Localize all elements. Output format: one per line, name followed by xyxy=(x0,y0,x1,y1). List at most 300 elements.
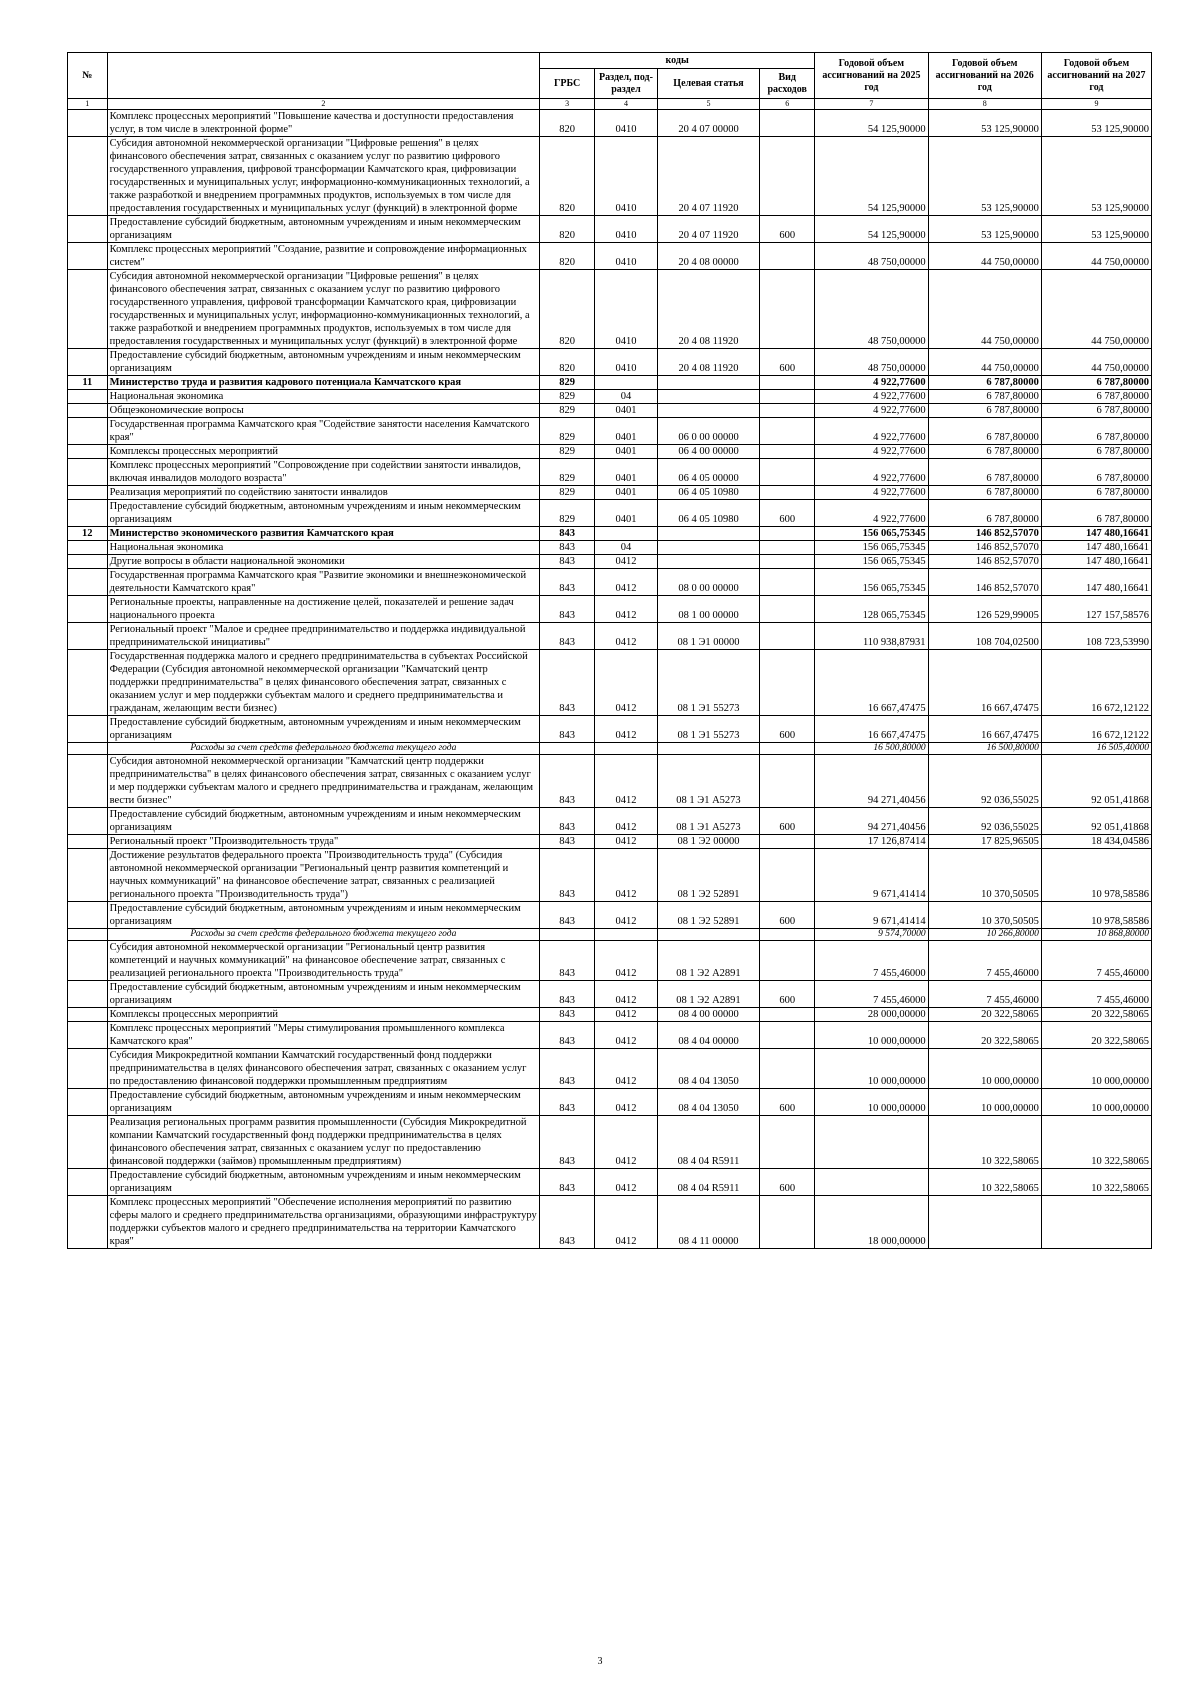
row-name: Субсидия автономной некоммерческой организации "Цифровые решения" в целях финансового обеспечения затрат, связанных с оказанием услуг по развитию цифрового государственного управления, цифровой трансформации Камчатского края, цифровизации государственных и муниципальных услуг, информационно-коммуникационных технологий, а также разработкой и внедрением программных продуктов, используемых в том числе для предоставления государственных и муниципальных услуг (функций) в электронной форме xyxy=(107,137,539,216)
row-number xyxy=(68,650,108,716)
row-name: Комплекс процессных мероприятий "Обеспечение исполнения мероприятий по развитию сферы малого и среднего предпринимательства организациями, образующими инфраструктуру поддержки субъектов малого и среднего предпринимательства на территории Камчатского края" xyxy=(107,1196,539,1249)
cell-vid xyxy=(760,1022,815,1049)
cell-razdel xyxy=(595,743,658,755)
cell-target: 08 4 00 00000 xyxy=(657,1008,759,1022)
cell-grbs: 843 xyxy=(540,849,595,902)
cell-2025: 4 922,77600 xyxy=(815,486,928,500)
colnum: 4 xyxy=(595,99,658,110)
cell-2026: 108 704,02500 xyxy=(928,623,1041,650)
cell-grbs: 820 xyxy=(540,243,595,270)
cell-target: 20 4 08 11920 xyxy=(657,349,759,376)
row-name: Достижение результатов федерального проекта "Производительность труда" (Субсидия автономной некоммерческой организации "Региональный центр развития компетенций и научных коммуникаций" на финансовое обеспечение затрат, связанных с реализацией регионального проекта "Производительность труда") xyxy=(107,849,539,902)
table-row xyxy=(68,376,1152,390)
row-name: Национальная экономика xyxy=(107,541,539,555)
cell-vid: 600 xyxy=(760,1169,815,1196)
cell-razdel: 0412 xyxy=(595,716,658,743)
cell-razdel: 0401 xyxy=(595,500,658,527)
cell-razdel: 0410 xyxy=(595,243,658,270)
cell-2027: 20 322,58065 xyxy=(1041,1008,1151,1022)
cell-vid xyxy=(760,541,815,555)
row-number xyxy=(68,418,108,445)
page-number: 3 xyxy=(597,1656,603,1667)
cell-2026: 6 787,80000 xyxy=(928,418,1041,445)
table-row xyxy=(68,902,1152,929)
cell-2026: 146 852,57070 xyxy=(928,541,1041,555)
table-row xyxy=(68,404,1152,418)
cell-vid xyxy=(760,1116,815,1169)
cell-2027: 44 750,00000 xyxy=(1041,270,1151,349)
row-number xyxy=(68,445,108,459)
cell-2025: 9 671,41414 xyxy=(815,902,928,929)
cell-vid xyxy=(760,459,815,486)
cell-2025: 48 750,00000 xyxy=(815,349,928,376)
row-number xyxy=(68,1008,108,1022)
row-name: Субсидия автономной некоммерческой организации "Региональный центр развития компетенций и научных коммуникаций" на финансовое обеспечение затрат, связанных с реализацией регионального проекта "Производительность труда" xyxy=(107,941,539,981)
table-row xyxy=(68,500,1152,527)
cell-2026: 7 455,46000 xyxy=(928,981,1041,1008)
cell-vid: 600 xyxy=(760,808,815,835)
row-number xyxy=(68,1022,108,1049)
cell-vid: 600 xyxy=(760,1089,815,1116)
cell-grbs: 843 xyxy=(540,981,595,1008)
cell-2025: 4 922,77600 xyxy=(815,418,928,445)
cell-razdel: 0412 xyxy=(595,569,658,596)
cell-2025: 4 922,77600 xyxy=(815,500,928,527)
cell-vid xyxy=(760,404,815,418)
cell-2026 xyxy=(928,1196,1041,1249)
cell-target: 20 4 07 11920 xyxy=(657,137,759,216)
row-name: Государственная поддержка малого и среднего предпринимательства в субъектах Российской Федерации (Субсидия автономной некоммерческой организации "Камчатский центр поддержки предпринимательства" в целях финансового обеспечения затрат, связанных с оказанием услуг и мер поддержки субъектам малого и среднего предпринимательства и гражданам, желающим вести бизнес) xyxy=(107,650,539,716)
cell-2025: 10 000,00000 xyxy=(815,1022,928,1049)
row-number xyxy=(68,981,108,1008)
table-row xyxy=(68,390,1152,404)
cell-grbs: 843 xyxy=(540,527,595,541)
table-row xyxy=(68,1022,1152,1049)
cell-2026: 10 370,50505 xyxy=(928,849,1041,902)
cell-2026: 6 787,80000 xyxy=(928,500,1041,527)
cell-razdel: 0412 xyxy=(595,596,658,623)
row-name: Предоставление субсидий бюджетным, автономным учреждениям и иным некоммерческим организациям xyxy=(107,1089,539,1116)
cell-grbs: 843 xyxy=(540,755,595,808)
cell-grbs: 829 xyxy=(540,486,595,500)
row-number xyxy=(68,755,108,808)
cell-2025: 48 750,00000 xyxy=(815,270,928,349)
row-name: Предоставление субсидий бюджетным, автономным учреждениям и иным некоммерческим организациям xyxy=(107,716,539,743)
cell-razdel: 0412 xyxy=(595,835,658,849)
table-row xyxy=(68,941,1152,981)
cell-2025: 7 455,46000 xyxy=(815,981,928,1008)
row-name: Государственная программа Камчатского края "Развитие экономики и внешнеэкономической деятельности Камчатского края" xyxy=(107,569,539,596)
table-row xyxy=(68,1196,1152,1249)
cell-2027: 147 480,16641 xyxy=(1041,555,1151,569)
cell-2026: 126 529,99005 xyxy=(928,596,1041,623)
cell-target: 20 4 08 00000 xyxy=(657,243,759,270)
row-number xyxy=(68,835,108,849)
cell-2026: 146 852,57070 xyxy=(928,555,1041,569)
cell-2027: 6 787,80000 xyxy=(1041,404,1151,418)
cell-razdel: 0412 xyxy=(595,1116,658,1169)
cell-2026: 92 036,55025 xyxy=(928,808,1041,835)
cell-2027: 10 978,58586 xyxy=(1041,902,1151,929)
cell-target: 08 1 Э2 52891 xyxy=(657,849,759,902)
cell-vid: 600 xyxy=(760,500,815,527)
row-name: Комплексы процессных мероприятий xyxy=(107,445,539,459)
row-name: Другие вопросы в области национальной экономики xyxy=(107,555,539,569)
cell-grbs: 843 xyxy=(540,808,595,835)
row-number: 11 xyxy=(68,376,108,390)
row-name: Субсидия автономной некоммерческой организации "Камчатский центр поддержки предпринимательства" в целях финансового обеспечения затрат, связанных с оказанием услуг и мер поддержки субъектам малого и среднего предпринимательства и гражданам, желающим вести бизнес" xyxy=(107,755,539,808)
cell-2025: 48 750,00000 xyxy=(815,243,928,270)
row-name: Министерство экономического развития Камчатского края xyxy=(107,527,539,541)
cell-target: 06 4 00 00000 xyxy=(657,445,759,459)
cell-razdel: 0412 xyxy=(595,1022,658,1049)
cell-target xyxy=(657,929,759,941)
cell-2026: 16 667,47475 xyxy=(928,650,1041,716)
cell-2026: 10 266,80000 xyxy=(928,929,1041,941)
table-row xyxy=(68,1169,1152,1196)
table-row xyxy=(68,216,1152,243)
row-name: Реализация мероприятий по содействию занятости инвалидов xyxy=(107,486,539,500)
row-number xyxy=(68,902,108,929)
cell-razdel xyxy=(595,527,658,541)
cell-2027: 147 480,16641 xyxy=(1041,569,1151,596)
header-2027: Годовой объем ассигнований на 2027 год xyxy=(1041,53,1151,99)
cell-razdel xyxy=(595,929,658,941)
cell-razdel: 04 xyxy=(595,541,658,555)
cell-2027: 108 723,53990 xyxy=(1041,623,1151,650)
cell-2027: 18 434,04586 xyxy=(1041,835,1151,849)
cell-2027: 6 787,80000 xyxy=(1041,390,1151,404)
cell-2025: 10 000,00000 xyxy=(815,1049,928,1089)
row-name: Общеэкономические вопросы xyxy=(107,404,539,418)
cell-2027: 10 000,00000 xyxy=(1041,1089,1151,1116)
cell-razdel: 0410 xyxy=(595,270,658,349)
cell-2025: 28 000,00000 xyxy=(815,1008,928,1022)
cell-2026: 20 322,58065 xyxy=(928,1008,1041,1022)
row-number xyxy=(68,541,108,555)
cell-vid xyxy=(760,418,815,445)
row-number xyxy=(68,349,108,376)
row-name: Региональный проект "Малое и среднее предпринимательство и поддержка индивидуальной предпринимательской инициативы" xyxy=(107,623,539,650)
cell-2027: 44 750,00000 xyxy=(1041,243,1151,270)
cell-target: 08 4 04 R5911 xyxy=(657,1169,759,1196)
cell-target: 20 4 08 11920 xyxy=(657,270,759,349)
cell-vid xyxy=(760,527,815,541)
cell-razdel: 0412 xyxy=(595,555,658,569)
cell-2025 xyxy=(815,1169,928,1196)
cell-2025: 4 922,77600 xyxy=(815,404,928,418)
cell-vid xyxy=(760,555,815,569)
cell-2027: 16 672,12122 xyxy=(1041,650,1151,716)
cell-2025: 110 938,87931 xyxy=(815,623,928,650)
cell-2027: 6 787,80000 xyxy=(1041,445,1151,459)
row-number xyxy=(68,500,108,527)
cell-2025: 4 922,77600 xyxy=(815,390,928,404)
cell-2027: 16 672,12122 xyxy=(1041,716,1151,743)
row-name: Предоставление субсидий бюджетным, автономным учреждениям и иным некоммерческим организациям xyxy=(107,808,539,835)
table-row xyxy=(68,1049,1152,1089)
table-row xyxy=(68,486,1152,500)
cell-2025: 156 065,75345 xyxy=(815,569,928,596)
cell-target: 08 1 Э1 А5273 xyxy=(657,808,759,835)
table-row xyxy=(68,527,1152,541)
table-row xyxy=(68,555,1152,569)
row-number xyxy=(68,929,108,941)
cell-target: 20 4 07 00000 xyxy=(657,110,759,137)
table-row xyxy=(68,569,1152,596)
row-number xyxy=(68,459,108,486)
cell-target: 08 1 Э1 55273 xyxy=(657,716,759,743)
row-number xyxy=(68,110,108,137)
cell-2027: 147 480,16641 xyxy=(1041,527,1151,541)
cell-target: 08 1 Э1 00000 xyxy=(657,623,759,650)
cell-grbs: 843 xyxy=(540,1022,595,1049)
cell-grbs: 843 xyxy=(540,1008,595,1022)
cell-vid xyxy=(760,941,815,981)
cell-2025: 4 922,77600 xyxy=(815,445,928,459)
cell-grbs: 843 xyxy=(540,650,595,716)
colnum: 6 xyxy=(760,99,815,110)
cell-vid xyxy=(760,835,815,849)
cell-target: 08 1 Э2 00000 xyxy=(657,835,759,849)
cell-2026: 53 125,90000 xyxy=(928,137,1041,216)
cell-grbs: 820 xyxy=(540,349,595,376)
row-number xyxy=(68,243,108,270)
row-name: Комплекс процессных мероприятий "Повышение качества и доступности предоставления услуг, в том числе в электронной форме" xyxy=(107,110,539,137)
cell-razdel xyxy=(595,376,658,390)
cell-2026: 17 825,96505 xyxy=(928,835,1041,849)
row-name: Предоставление субсидий бюджетным, автономным учреждениям и иным некоммерческим организациям xyxy=(107,981,539,1008)
cell-grbs: 843 xyxy=(540,623,595,650)
header-vid: Вид расходов xyxy=(760,69,815,99)
header-2025: Годовой объем ассигнований на 2025 год xyxy=(815,53,928,99)
header-name xyxy=(107,53,539,99)
colnum: 8 xyxy=(928,99,1041,110)
cell-vid: 600 xyxy=(760,716,815,743)
table-row xyxy=(68,349,1152,376)
cell-2027: 6 787,80000 xyxy=(1041,376,1151,390)
cell-2026: 44 750,00000 xyxy=(928,349,1041,376)
cell-2025: 94 271,40456 xyxy=(815,808,928,835)
cell-2026: 16 500,80000 xyxy=(928,743,1041,755)
cell-grbs: 843 xyxy=(540,716,595,743)
table-row xyxy=(68,929,1152,941)
row-number xyxy=(68,555,108,569)
row-number xyxy=(68,1116,108,1169)
cell-2027: 44 750,00000 xyxy=(1041,349,1151,376)
table-row xyxy=(68,808,1152,835)
table-row xyxy=(68,270,1152,349)
cell-2025: 156 065,75345 xyxy=(815,541,928,555)
cell-grbs: 843 xyxy=(540,541,595,555)
row-name: Региональный проект "Производительность труда" xyxy=(107,835,539,849)
row-name: Комплекс процессных мероприятий "Меры стимулирования промышленного комплекса Камчатского края" xyxy=(107,1022,539,1049)
cell-vid xyxy=(760,569,815,596)
row-number xyxy=(68,1169,108,1196)
table-row xyxy=(68,849,1152,902)
cell-target xyxy=(657,527,759,541)
row-number: 12 xyxy=(68,527,108,541)
cell-razdel: 0412 xyxy=(595,849,658,902)
cell-razdel: 0412 xyxy=(595,902,658,929)
cell-razdel: 0412 xyxy=(595,755,658,808)
cell-grbs: 843 xyxy=(540,569,595,596)
cell-2026: 44 750,00000 xyxy=(928,243,1041,270)
row-name: Предоставление субсидий бюджетным, автономным учреждениям и иным некоммерческим организациям xyxy=(107,902,539,929)
row-number xyxy=(68,849,108,902)
header-target: Целевая статья xyxy=(657,69,759,99)
cell-2026: 53 125,90000 xyxy=(928,110,1041,137)
row-number xyxy=(68,1049,108,1089)
cell-vid xyxy=(760,650,815,716)
cell-grbs xyxy=(540,743,595,755)
cell-grbs xyxy=(540,929,595,941)
cell-razdel: 0410 xyxy=(595,110,658,137)
cell-target: 08 4 04 13050 xyxy=(657,1089,759,1116)
cell-razdel: 0412 xyxy=(595,941,658,981)
row-number xyxy=(68,270,108,349)
cell-grbs: 843 xyxy=(540,1169,595,1196)
table-row xyxy=(68,1008,1152,1022)
row-name: Расходы за счет средств федерального бюджета текущего года xyxy=(107,743,539,755)
row-name: Предоставление субсидий бюджетным, автономным учреждениям и иным некоммерческим организациям xyxy=(107,500,539,527)
colnum: 9 xyxy=(1041,99,1151,110)
cell-vid xyxy=(760,743,815,755)
table-row xyxy=(68,1089,1152,1116)
cell-2027: 10 322,58065 xyxy=(1041,1116,1151,1169)
cell-2025: 54 125,90000 xyxy=(815,137,928,216)
cell-target xyxy=(657,404,759,418)
cell-razdel: 0412 xyxy=(595,650,658,716)
row-name: Реализация региональных программ развития промышленности (Субсидия Микрокредитной компании Камчатский государственный фонд поддержки предпринимательства в целях финансового обеспечения затрат, связанных с оказанием услуг по предоставлению финансовой поддержки (займов) промышленным предприятиям) xyxy=(107,1116,539,1169)
row-number xyxy=(68,137,108,216)
cell-2026: 10 322,58065 xyxy=(928,1116,1041,1169)
cell-target: 08 4 04 R5911 xyxy=(657,1116,759,1169)
table-row xyxy=(68,716,1152,743)
cell-target xyxy=(657,555,759,569)
cell-razdel: 0412 xyxy=(595,1008,658,1022)
header-razdel: Раздел, под-раздел xyxy=(595,69,658,99)
cell-2025: 4 922,77600 xyxy=(815,376,928,390)
cell-target: 08 1 Э2 А2891 xyxy=(657,981,759,1008)
cell-2026: 6 787,80000 xyxy=(928,376,1041,390)
cell-grbs: 843 xyxy=(540,596,595,623)
cell-grbs: 829 xyxy=(540,390,595,404)
cell-grbs: 843 xyxy=(540,941,595,981)
header-grbs: ГРБС xyxy=(540,69,595,99)
cell-2025: 17 126,87414 xyxy=(815,835,928,849)
colnum: 7 xyxy=(815,99,928,110)
cell-target: 08 1 Э1 55273 xyxy=(657,650,759,716)
cell-target: 20 4 07 11920 xyxy=(657,216,759,243)
row-number xyxy=(68,216,108,243)
table-row xyxy=(68,835,1152,849)
cell-vid xyxy=(760,929,815,941)
cell-grbs: 820 xyxy=(540,110,595,137)
cell-2025 xyxy=(815,1116,928,1169)
cell-2026: 10 322,58065 xyxy=(928,1169,1041,1196)
cell-grbs: 843 xyxy=(540,902,595,929)
colnum: 2 xyxy=(107,99,539,110)
cell-grbs: 843 xyxy=(540,1196,595,1249)
cell-vid xyxy=(760,623,815,650)
cell-2026: 53 125,90000 xyxy=(928,216,1041,243)
table-row xyxy=(68,459,1152,486)
cell-2027: 53 125,90000 xyxy=(1041,137,1151,216)
table-row xyxy=(68,541,1152,555)
cell-grbs: 829 xyxy=(540,445,595,459)
row-number xyxy=(68,1196,108,1249)
cell-target: 06 0 00 00000 xyxy=(657,418,759,445)
row-name: Комплекс процессных мероприятий "Создание, развитие и сопровождение информационных систем" xyxy=(107,243,539,270)
cell-vid xyxy=(760,390,815,404)
cell-2025: 16 667,47475 xyxy=(815,650,928,716)
header-num: № xyxy=(68,53,108,99)
cell-razdel: 0412 xyxy=(595,1049,658,1089)
cell-2026: 6 787,80000 xyxy=(928,404,1041,418)
cell-2027: 53 125,90000 xyxy=(1041,216,1151,243)
cell-target xyxy=(657,376,759,390)
cell-vid xyxy=(760,1008,815,1022)
table-body xyxy=(68,110,1152,1249)
cell-grbs: 829 xyxy=(540,500,595,527)
cell-2027 xyxy=(1041,1196,1151,1249)
row-name: Предоставление субсидий бюджетным, автономным учреждениям и иным некоммерческим организациям xyxy=(107,216,539,243)
cell-2027: 10 868,80000 xyxy=(1041,929,1151,941)
cell-2027: 147 480,16641 xyxy=(1041,541,1151,555)
cell-2026: 10 370,50505 xyxy=(928,902,1041,929)
cell-2025: 54 125,90000 xyxy=(815,110,928,137)
cell-target: 08 1 Э2 А2891 xyxy=(657,941,759,981)
cell-2025: 94 271,40456 xyxy=(815,755,928,808)
cell-2027: 10 978,58586 xyxy=(1041,849,1151,902)
row-name: Комплекс процессных мероприятий "Сопровождение при содействии занятости инвалидов, включая инвалидов молодого возраста" xyxy=(107,459,539,486)
cell-target xyxy=(657,743,759,755)
row-name: Региональные проекты, направленные на достижение целей, показателей и решение задач национального проекта xyxy=(107,596,539,623)
header-2026: Годовой объем ассигнований на 2026 год xyxy=(928,53,1041,99)
cell-2025: 156 065,75345 xyxy=(815,527,928,541)
cell-2027: 20 322,58065 xyxy=(1041,1022,1151,1049)
cell-2026: 6 787,80000 xyxy=(928,459,1041,486)
cell-2026: 6 787,80000 xyxy=(928,486,1041,500)
cell-target: 06 4 05 10980 xyxy=(657,500,759,527)
cell-2025: 18 000,00000 xyxy=(815,1196,928,1249)
row-number xyxy=(68,486,108,500)
cell-vid xyxy=(760,486,815,500)
table-row xyxy=(68,445,1152,459)
budget-table-page xyxy=(67,52,1152,1249)
cell-grbs: 843 xyxy=(540,835,595,849)
cell-vid xyxy=(760,137,815,216)
row-name: Государственная программа Камчатского края "Содействие занятости населения Камчатского края" xyxy=(107,418,539,445)
table-row xyxy=(68,650,1152,716)
table-row xyxy=(68,110,1152,137)
cell-2025: 54 125,90000 xyxy=(815,216,928,243)
cell-2025: 4 922,77600 xyxy=(815,459,928,486)
cell-target: 08 1 Э2 52891 xyxy=(657,902,759,929)
row-name: Предоставление субсидий бюджетным, автономным учреждениям и иным некоммерческим организациям xyxy=(107,1169,539,1196)
cell-2027: 127 157,58576 xyxy=(1041,596,1151,623)
cell-2027: 6 787,80000 xyxy=(1041,486,1151,500)
row-number xyxy=(68,623,108,650)
cell-vid xyxy=(760,110,815,137)
cell-2026: 16 667,47475 xyxy=(928,716,1041,743)
cell-2026: 10 000,00000 xyxy=(928,1089,1041,1116)
cell-vid: 600 xyxy=(760,349,815,376)
cell-target: 08 4 11 00000 xyxy=(657,1196,759,1249)
table-row xyxy=(68,137,1152,216)
table-row xyxy=(68,243,1152,270)
